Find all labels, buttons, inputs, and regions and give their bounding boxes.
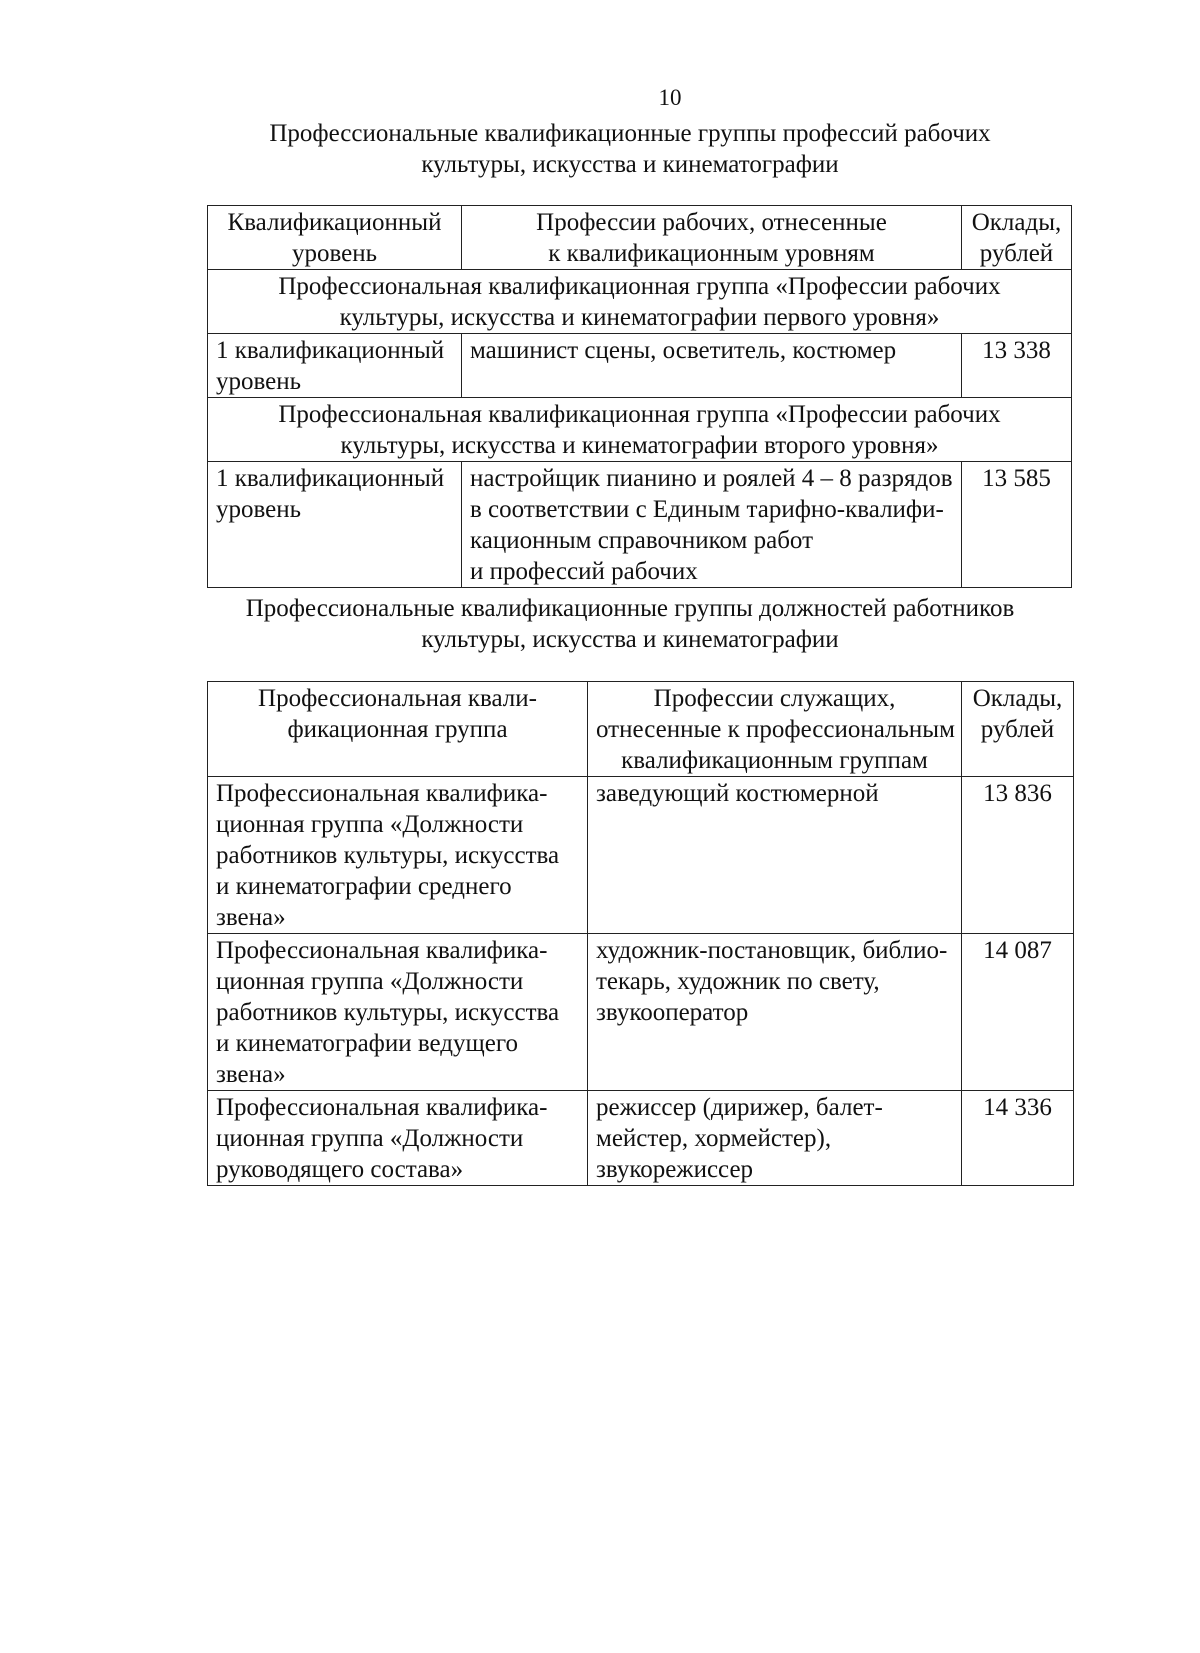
section2-title-line: культуры, искусства и кинематографии — [421, 626, 839, 653]
group-cell: Профессиональная квалифика- ционная группа «Должности работников культуры, искусства и кинематографии среднего звена» — [208, 777, 588, 934]
positions-cell: заведующий костюмерной — [588, 777, 962, 934]
group-title-row — [208, 398, 1072, 462]
salary-cell: 13 836 — [962, 777, 1074, 934]
employees-table — [207, 681, 1074, 1186]
header-positions: Профессии служащих, отнесенные к профессиональным квалификационным группам — [588, 682, 962, 777]
group-title-row — [208, 270, 1072, 334]
group-cell: Профессиональная квалифика- ционная группа «Должности работников культуры, искусства и кинематографии ведущего звена» — [208, 934, 588, 1091]
header-salary: Оклады, рублей — [962, 206, 1072, 270]
table-header-row — [208, 206, 1072, 270]
level-cell: 1 квалификационный уровень — [208, 462, 462, 588]
salary-cell: 13 585 — [962, 462, 1072, 588]
section1-title-line: культуры, искусства и кинематографии — [421, 151, 839, 178]
salary-cell: 14 336 — [962, 1091, 1074, 1186]
section1-title-line: Профессиональные квалификационные группы профессий рабочих — [269, 120, 991, 147]
table-header-row — [208, 682, 1074, 777]
header-professions: Профессии рабочих, отнесенные к квалификационным уровням — [462, 206, 962, 270]
group-title: Профессиональная квалификационная группа «Профессии рабочих культуры, искусства и кинематографии первого уровня» — [208, 270, 1072, 334]
level-cell: 1 квалификационный уровень — [208, 334, 462, 398]
group-cell: Профессиональная квалифика- ционная группа «Должности руководящего состава» — [208, 1091, 588, 1186]
table-row — [208, 934, 1074, 1091]
professions-cell: машинист сцены, осветитель, костюмер — [462, 334, 962, 398]
header-level: Квалификационный уровень — [208, 206, 462, 270]
group-title: Профессиональная квалификационная группа «Профессии рабочих культуры, искусства и кинематографии второго уровня» — [208, 398, 1072, 462]
section1-title — [0, 118, 1200, 180]
table-row — [208, 462, 1072, 588]
header-group: Профессиональная квали- фикационная группа — [208, 682, 588, 777]
header-salary: Оклады, рублей — [962, 682, 1074, 777]
professions-cell: настройщик пианино и роялей 4 – 8 разрядов в соответствии с Единым тарифно-квалифи- кационным справочником работ и профессий рабочих — [462, 462, 962, 588]
table-row — [208, 1091, 1074, 1186]
page-number: 10 — [658, 85, 682, 110]
positions-cell: режиссер (дирижер, балет- мейстер, хормейстер), звукорежиссер — [588, 1091, 962, 1186]
section2-title — [0, 593, 1200, 655]
section2-title-line: Профессиональные квалификационные группы должностей работников — [245, 595, 1015, 622]
salary-cell: 14 087 — [962, 934, 1074, 1091]
positions-cell: художник-постановщик, библио- текарь, художник по свету, звукооператор — [588, 934, 962, 1091]
table-row — [208, 334, 1072, 398]
salary-cell: 13 338 — [962, 334, 1072, 398]
workers-table — [207, 205, 1072, 588]
table-row — [208, 777, 1074, 934]
